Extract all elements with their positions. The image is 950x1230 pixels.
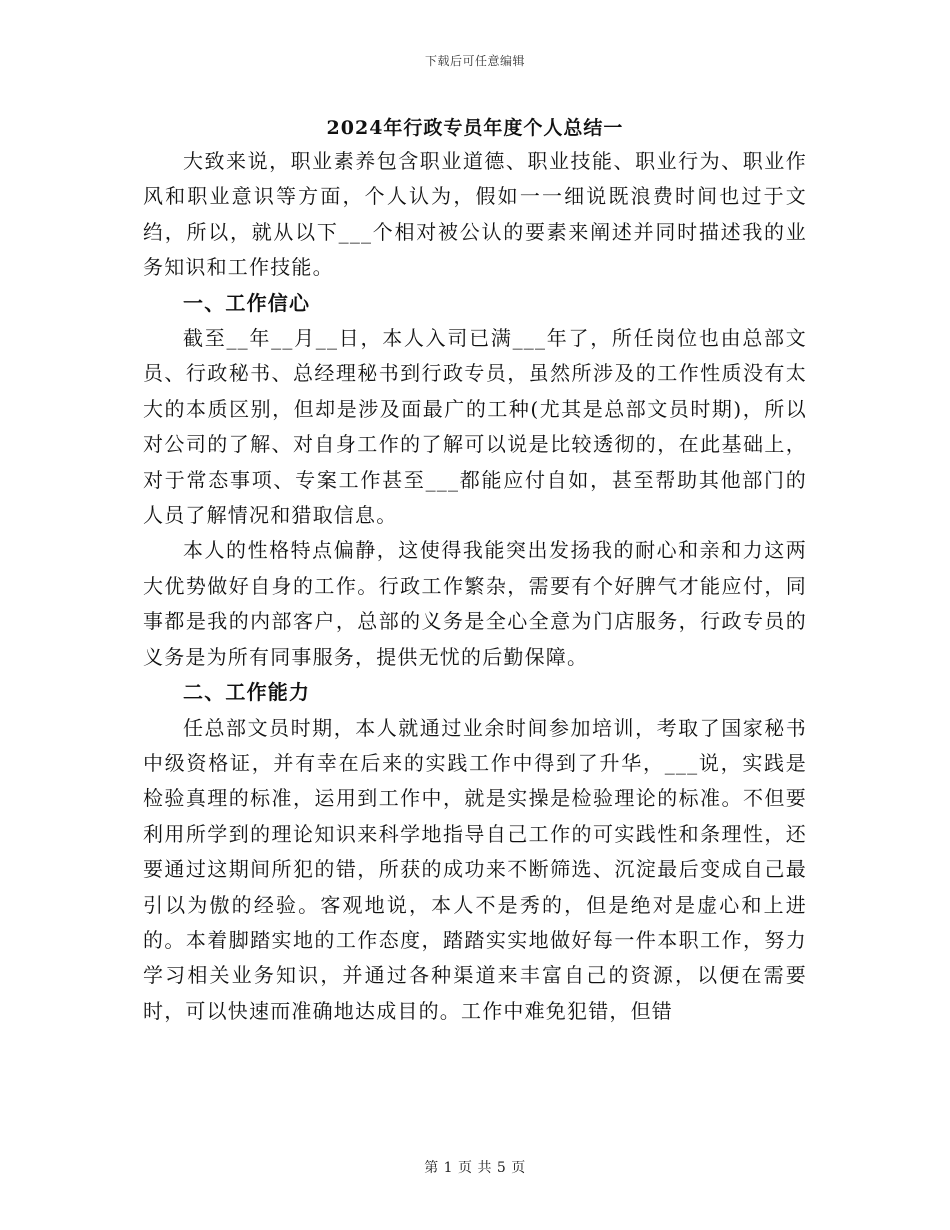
paragraph-confidence-2: 本人的性格特点偏静，这使得我能突出发扬我的耐心和亲和力这两大优势做好自身的工作。行政工作繁杂，需要有个好脾气才能应付，同事都是我的内部客户，总部的义务是全心全意为门店服务，行政专员的义务是为所有同事服务，提供无忧的后勤保障。 (143, 538, 807, 669)
section-heading-confidence: 一、工作信心 (183, 290, 311, 315)
paragraph-confidence-1: 截至__年__月__日，本人入司已满___年了，所任岗位也由总部文员、行政秘书、总经理秘书到行政专员，虽然所涉及的工作性质没有太大的本质区别，但却是涉及面最广的工种(尤其是总部文员时期)，所以对公司的了解、对自身工作的了解可以说是比较透彻的，在此基础上，对于常态事项、专案工作甚至___都能应付自如，甚至帮助其他部门的人员了解情况和猎取信息。 (143, 326, 807, 528)
document-body (143, 114, 807, 1029)
paragraph-ability-1: 任总部文员时期，本人就通过业余时间参加培训，考取了国家秘书中级资格证，并有幸在后来的实践工作中得到了升华，___说，实践是检验真理的标准，运用到工作中，就是实操是检验理论的标准。不但要利用所学到的理论知识来科学地指导自己工作的可实践性和条理性，还要通过这期间所犯的错，所获的成功来不断筛选、沉淀最后变成自己最引以为傲的经验。客观地说，本人不是秀的，但是绝对是虚心和上进的。本着脚踏实地的工作态度，踏踏实实地做好每一件本职工作，努力学习相关业务知识，并通过各种渠道来丰富自己的资源，以便在需要时，可以快速而准确地达成目的。工作中难免犯错，但错 (143, 715, 807, 1023)
paragraph-intro: 大致来说，职业素养包含职业道德、职业技能、职业行为、职业作风和职业意识等方面，个人认为，假如一一细说既浪费时间也过于文绉，所以，就从以下___个相对被公认的要素来阐述并同时描述我的业务知识和工作技能。 (143, 149, 807, 280)
document-title: 2024年行政专员年度个人总结一 (326, 117, 624, 139)
section-heading-ability: 二、工作能力 (183, 680, 311, 705)
header-note: 下载后可任意编辑 (424, 54, 525, 68)
page-footer: 第 1 页 共 5 页 (424, 1160, 526, 1176)
